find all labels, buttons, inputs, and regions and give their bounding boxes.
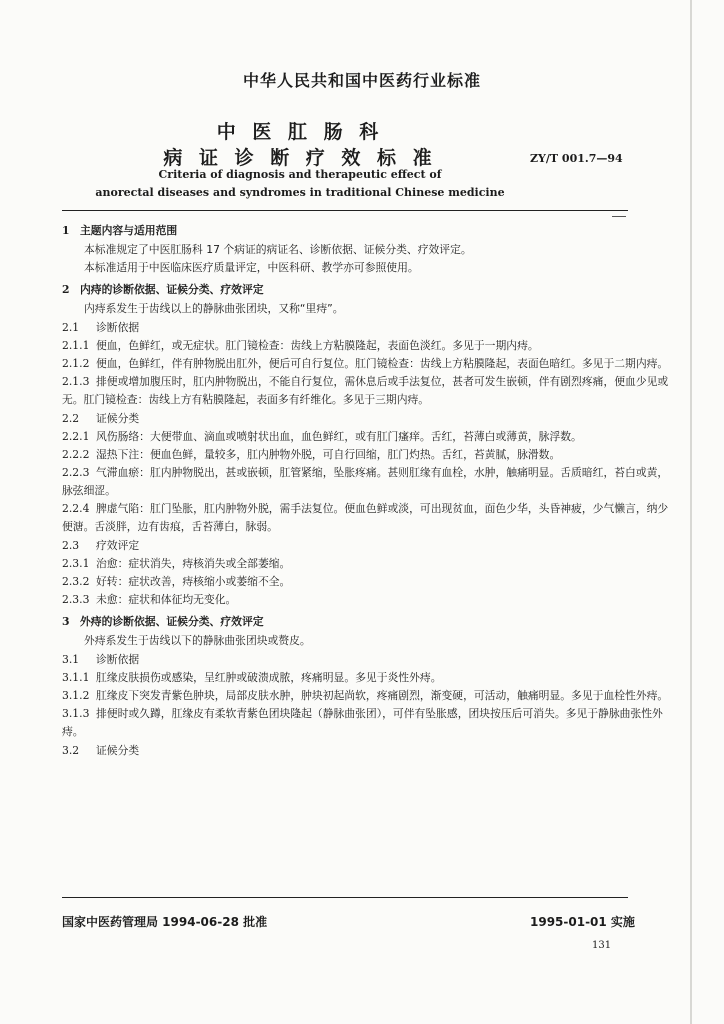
clause-number: 2.1.2 bbox=[62, 357, 90, 370]
clause-text: 气滞血瘀：肛内肿物脱出，甚或嵌顿，肛管紧缩，坠胀疼痛。甚则肛缘有血栓，水肿，触痛明显。舌质暗红，苔白或黄，脉弦细涩。 bbox=[62, 466, 669, 497]
org-title: 中华人民共和国中医药行业标准 bbox=[242, 71, 481, 90]
document-title-line1: 中 医 肛 肠 科 bbox=[216, 121, 384, 143]
subsection-heading bbox=[62, 319, 676, 337]
clause-text: 脾虚气陷：肛门坠胀，肛内肿物外脱，需手法复位。便血色鲜或淡，可出现贫血，面色少华，头昏神疲，少气懒言，纳少便溏。舌淡胖，边有齿痕，舌苔薄白，脉弱。 bbox=[62, 502, 669, 533]
paragraph bbox=[62, 591, 676, 609]
body-text bbox=[62, 218, 676, 760]
clause-text: 外痔的诊断依据、证候分类、疗效评定 bbox=[80, 615, 264, 628]
paragraph bbox=[62, 500, 676, 536]
paragraph bbox=[62, 259, 676, 277]
clause-text: 便血，色鲜红，或无症状。肛门镜检查：齿线上方粘膜隆起，表面色淡红。多见于一期内痔。 bbox=[96, 339, 539, 352]
clause-number: 3.1 bbox=[62, 653, 80, 666]
paragraph bbox=[62, 573, 676, 591]
margin-dash bbox=[612, 216, 626, 217]
standard-number: ZY/T 001.7—94 bbox=[530, 152, 623, 165]
clause-number: 2.2 bbox=[62, 412, 80, 425]
clause-text: 疗效评定 bbox=[96, 539, 140, 552]
clause-text: 诊断依据 bbox=[96, 653, 140, 666]
clause-text: 排便或增加腹压时，肛内肿物脱出，不能自行复位，需休息后或手法复位，甚者可发生嵌顿，伴有剧烈疼痛，便血少见或无。肛门镜检查：齿线上方有粘膜隆起，表面多有纤维化。多见于三期内痔。 bbox=[62, 375, 669, 406]
paragraph bbox=[62, 705, 676, 741]
clause-text: 排便时或久蹲，肛缘皮有柔软青紫色团块隆起（静脉曲张团），可伴有坠胀感，团块按压后可消失。多见于静脉曲张性外痔。 bbox=[62, 707, 663, 738]
clause-number: 2.3.1 bbox=[62, 557, 90, 570]
subsection-heading bbox=[62, 410, 676, 428]
clause-text: 肛缘皮下突发青紫色肿块，局部皮肤水肿，肿块初起尚软，疼痛剧烈，渐变硬，可活动，触痛明显。多见于血栓性外痔。 bbox=[96, 689, 669, 702]
clause-number: 2.3.2 bbox=[62, 575, 90, 588]
subsection-heading bbox=[62, 651, 676, 669]
clause-number: 3.1.2 bbox=[62, 689, 90, 702]
section-heading bbox=[62, 613, 676, 631]
clause-number: 2 bbox=[62, 283, 70, 296]
clause-text: 外痔系发生于齿线以下的静脉曲张团块或赘皮。 bbox=[84, 634, 311, 647]
clause-text: 肛缘皮肤损伤或感染，呈红肿或破溃成脓，疼痛明显。多见于炎性外痔。 bbox=[96, 671, 442, 684]
document-title-line2: 病 证 诊 断 疗 效 标 准 bbox=[163, 147, 437, 169]
clause-text: 便血，色鲜红，伴有肿物脱出肛外，便后可自行复位。肛门镜检查：齿线上方粘膜隆起，表面色暗红。多见于二期内痔。 bbox=[96, 357, 669, 370]
clause-number: 1 bbox=[62, 224, 70, 237]
clause-text: 本标准规定了中医肛肠科 17 个病证的病证名、诊断依据、证候分类、疗效评定。 bbox=[84, 243, 472, 256]
english-title-line2: anorectal diseases and syndromes in traditional Chinese medicine bbox=[95, 186, 505, 199]
clause-number: 2.2.3 bbox=[62, 466, 90, 479]
clause-text: 诊断依据 bbox=[96, 321, 140, 334]
clause-number: 2.2.1 bbox=[62, 430, 90, 443]
clause-text: 风伤肠络：大便带血、滴血或喷射状出血，血色鲜红，或有肛门瘙痒。舌红，苔薄白或薄黄，脉浮数。 bbox=[96, 430, 582, 443]
clause-number: 2.2.2 bbox=[62, 448, 90, 461]
clause-text: 证候分类 bbox=[96, 744, 140, 757]
clause-number: 2.3 bbox=[62, 539, 80, 552]
clause-text: 湿热下注：便血色鲜，量较多，肛内肿物外脱，可自行回缩，肛门灼热。舌红，苔黄腻，脉滑数。 bbox=[96, 448, 561, 461]
paragraph bbox=[62, 669, 676, 687]
approval-note: 国家中医药管理局 1994-06-28 批准 bbox=[62, 915, 268, 929]
paragraph bbox=[62, 464, 676, 500]
clause-number: 2.1 bbox=[62, 321, 80, 334]
scan-edge-shadow bbox=[690, 0, 692, 1024]
paragraph bbox=[62, 337, 676, 355]
page-number: 131 bbox=[592, 940, 612, 951]
paragraph bbox=[62, 241, 676, 259]
paragraph bbox=[62, 300, 676, 318]
paragraph bbox=[62, 687, 676, 705]
clause-text: 证候分类 bbox=[96, 412, 140, 425]
clause-text: 内痔系发生于齿线以上的静脉曲张团块，又称“里痔”。 bbox=[84, 302, 344, 315]
clause-text: 未愈：症状和体征均无变化。 bbox=[96, 593, 237, 606]
paragraph bbox=[62, 373, 676, 409]
paragraph bbox=[62, 446, 676, 464]
clause-number: 3 bbox=[62, 615, 70, 628]
clause-number: 2.3.3 bbox=[62, 593, 90, 606]
section-heading bbox=[62, 281, 676, 299]
paragraph bbox=[62, 355, 676, 373]
clause-number: 3.1.1 bbox=[62, 671, 90, 684]
top-divider bbox=[62, 210, 628, 211]
effective-date: 1995-01-01 实施 bbox=[530, 915, 635, 929]
paragraph bbox=[62, 428, 676, 446]
clause-number: 3.1.3 bbox=[62, 707, 90, 720]
clause-text: 治愈：症状消失，痔核消失或全部萎缩。 bbox=[96, 557, 291, 570]
subsection-heading bbox=[62, 742, 676, 760]
clause-text: 好转：症状改善，痔核缩小或萎缩不全。 bbox=[96, 575, 291, 588]
clause-number: 2.1.3 bbox=[62, 375, 90, 388]
clause-text: 本标准适用于中医临床医疗质量评定，中医科研、教学亦可参照使用。 bbox=[84, 261, 419, 274]
paragraph bbox=[62, 632, 676, 650]
bottom-divider bbox=[62, 897, 628, 898]
clause-number: 2.1.1 bbox=[62, 339, 90, 352]
clause-number: 3.2 bbox=[62, 744, 80, 757]
subsection-heading bbox=[62, 537, 676, 555]
paragraph bbox=[62, 555, 676, 573]
clause-number: 2.2.4 bbox=[62, 502, 90, 515]
section-heading bbox=[62, 222, 676, 240]
english-title-line1: Criteria of diagnosis and therapeutic effect of bbox=[158, 168, 442, 181]
clause-text: 主题内容与适用范围 bbox=[80, 224, 178, 237]
clause-text: 内痔的诊断依据、证候分类、疗效评定 bbox=[80, 283, 264, 296]
